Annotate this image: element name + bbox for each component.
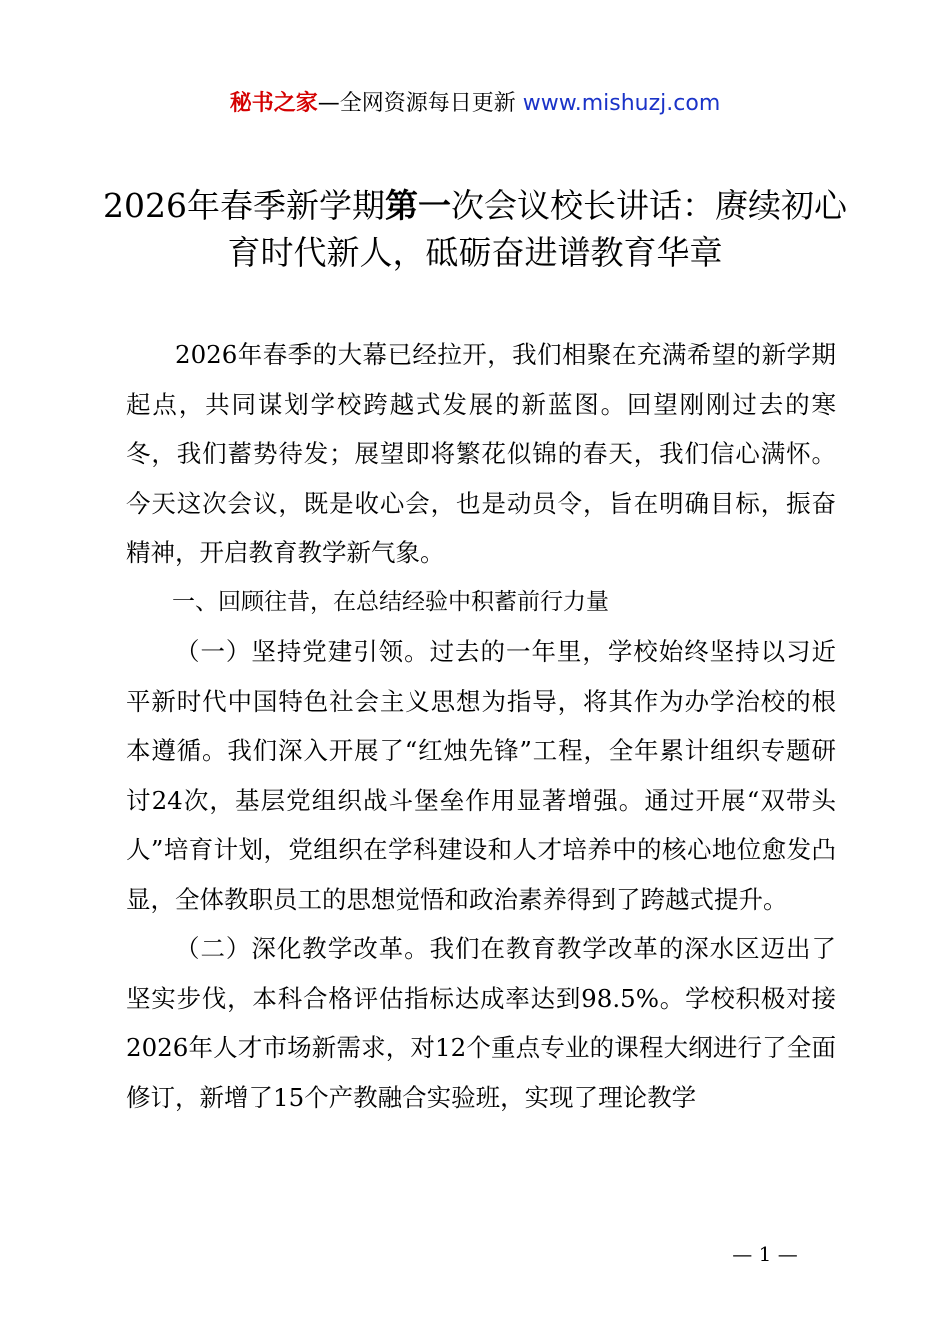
page-number: — 1 —: [732, 1242, 798, 1266]
title-part-bold: 第一: [384, 186, 451, 225]
document-title: [100, 182, 850, 276]
site-url-link[interactable]: www.mishuzj.com: [522, 91, 721, 116]
section-heading-1: 一、回顾往昔，在总结经验中积蓄前行力量: [172, 588, 609, 615]
paragraph-party-building: （一）坚持党建引领。过去的一年里，学校始终坚持以习近平新时代中国特色社会主义思想为指导，将其作为办学治校的根本遵循。我们深入开展了“红烛先锋”工程，全年累计组织专题研讨24次，基层党组织战斗堡垒作用显著增强。通过开展“双带头人”培育计划，党组织在学科建设和人才培养中的核心地位愈发凸显，全体教职员工的思想觉悟和政治素养得到了跨越式提升。: [126, 637, 836, 914]
site-header: [0, 88, 950, 120]
paragraph-intro: 2026年春季的大幕已经拉开，我们相聚在充满希望的新学期起点，共同谋划学校跨越式发展的新蓝图。回望刚刚过去的寒冬，我们蓄势待发；展望即将繁花似锦的春天，我们信心满怀。今天这次会议，既是收心会，也是动员令，旨在明确目标，振奋精神，开启教育教学新气象。: [126, 340, 836, 567]
title-part-3: 次会议校长讲话：赓续初心育时代新人，砥砺奋进谱教育华章: [227, 186, 847, 272]
title-part-1: 2026年春季新学期: [103, 186, 385, 225]
paragraph-teaching-reform: （二）深化教学改革。我们在教育教学改革的深水区迈出了坚实步伐，本科合格评估指标达成率达到98.5%。学校积极对接2026年人才市场新需求，对12个重点专业的课程大纲进行了全面修订，新增了15个产教融合实验班，实现了理论教学: [126, 934, 836, 1112]
document-body: [126, 330, 836, 1122]
brand-name: 秘书之家: [229, 91, 318, 116]
header-tagline: —全网资源每日更新: [317, 91, 516, 116]
